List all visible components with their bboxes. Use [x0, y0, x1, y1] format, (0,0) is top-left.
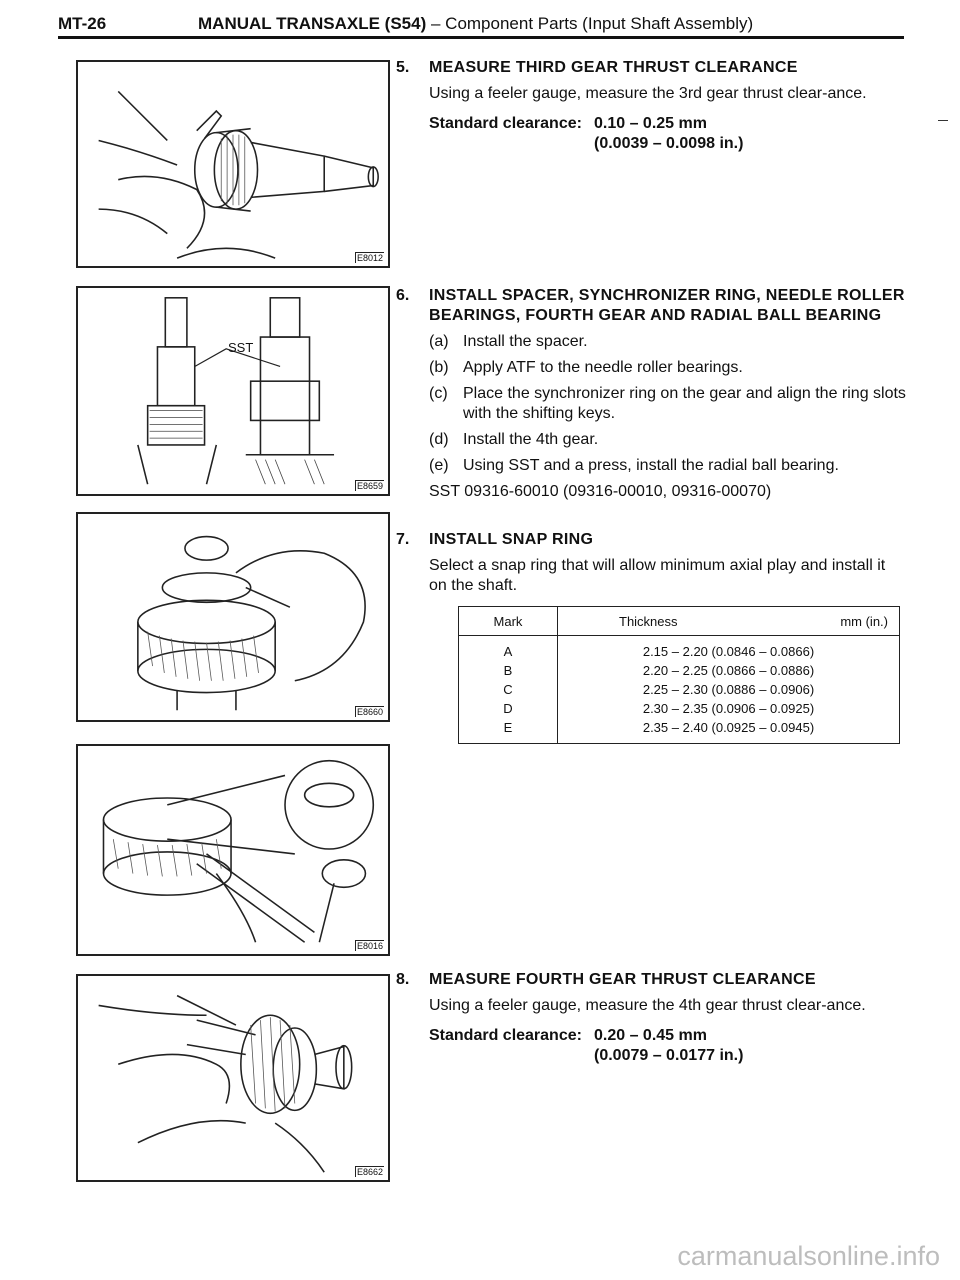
sub-step-e [429, 456, 906, 476]
sub-key: (b) [429, 359, 449, 376]
figure-code: E8012 [356, 253, 383, 263]
figure-snap-ring-install [76, 744, 390, 956]
illustration-press [78, 288, 388, 494]
sst-callout: SST [228, 340, 254, 355]
standard-clearance [429, 114, 906, 154]
step-number: 5. [396, 59, 410, 76]
thickness-value: 2.20 – 2.25 (0.0866 – 0.0886) [642, 663, 815, 678]
figure-feeler-gauge-4th-gear [76, 974, 390, 1182]
illustration-feeler-gauge [78, 62, 388, 266]
figure-code: E8660 [356, 707, 383, 717]
margin-mark [938, 120, 948, 121]
illustration-feeler-gauge-4th [78, 976, 388, 1180]
sub-step-c [429, 384, 906, 424]
col-thickness-header [558, 607, 900, 636]
step-heading: MEASURE THIRD GEAR THRUST CLEARANCE [429, 59, 798, 76]
step-number: 6. [396, 287, 410, 304]
sub-key: (e) [429, 457, 449, 474]
thickness-value: 2.30 – 2.35 (0.0906 – 0.0925) [642, 701, 815, 716]
sst-part-numbers: SST 09316-60010 (09316-00010, 09316-00070) [429, 483, 772, 500]
mark-value: E [503, 720, 513, 735]
sub-step-b [429, 358, 906, 378]
sub-step-a [429, 332, 906, 352]
spec-values [594, 1026, 743, 1066]
figure-press-sst [76, 286, 390, 496]
mark-value: D [503, 701, 513, 716]
title-section: MANUAL TRANSAXLE (S54) [198, 14, 427, 33]
spec-label: Standard clearance: [429, 1027, 582, 1044]
page-code: MT-26 [58, 14, 107, 33]
thickness-cells [558, 636, 900, 744]
page-header [58, 10, 904, 39]
sub-key: (c) [429, 385, 448, 402]
mark-value: C [503, 682, 513, 697]
col-mark-header: Mark [459, 607, 558, 636]
step-6 [396, 286, 906, 502]
unit-label: mm (in.) [840, 613, 888, 629]
step-5 [396, 58, 906, 154]
figure-code: E8016 [356, 941, 383, 951]
mark-value: A [503, 644, 513, 659]
snap-ring-table [458, 606, 900, 744]
table-body-row [459, 636, 900, 744]
sub-text: Apply ATF to the needle roller bearings. [463, 359, 743, 376]
figure-code: E8662 [356, 1167, 383, 1177]
sub-step-d [429, 430, 906, 450]
mark-value: B [503, 663, 513, 678]
sub-key: (a) [429, 333, 449, 350]
spec-values [594, 114, 743, 154]
step-body: Using a feeler gauge, measure the 3rd gear thrust clear-ance. [429, 85, 867, 102]
thickness-value: 2.15 – 2.20 (0.0846 – 0.0866) [642, 644, 815, 659]
figure-code: E8659 [356, 481, 383, 491]
step-heading: INSTALL SNAP RING [429, 531, 594, 548]
spec-mm: 0.10 – 0.25 mm [594, 115, 707, 132]
sub-key: (d) [429, 431, 449, 448]
thickness-header-group [559, 614, 898, 629]
step-8 [396, 970, 906, 1066]
step-number: 8. [396, 971, 410, 988]
spec-in: (0.0039 – 0.0098 in.) [594, 135, 744, 152]
spec-in: (0.0079 – 0.0177 in.) [594, 1047, 744, 1064]
watermark: carmanualsonline.info [677, 1241, 940, 1271]
thickness-value: 2.35 – 2.40 (0.0925 – 0.0945) [642, 720, 815, 735]
step-7 [396, 530, 906, 596]
spec-mm: 0.20 – 0.45 mm [594, 1027, 707, 1044]
title-subsection: – Component Parts (Input Shaft Assembly) [426, 14, 754, 33]
illustration-hammer [78, 746, 388, 954]
step-number: 7. [396, 531, 410, 548]
thickness-label: Thickness [619, 613, 678, 629]
sub-text: Install the spacer. [463, 333, 588, 350]
page-title [198, 14, 753, 34]
mark-cells [459, 636, 558, 744]
spec-label: Standard clearance: [429, 115, 582, 132]
illustration-synchronizer [78, 514, 388, 720]
sub-text: Using SST and a press, install the radial ball bearing. [463, 457, 839, 474]
sub-text: Place the synchronizer ring on the gear and align the ring slots with the shifting keys. [463, 385, 906, 422]
table-header-row [459, 607, 900, 636]
sub-text: Install the 4th gear. [463, 431, 599, 448]
step-body: Select a snap ring that will allow minimum axial play and install it on the shaft. [429, 557, 886, 594]
step-heading: MEASURE FOURTH GEAR THRUST CLEARANCE [429, 971, 816, 988]
figure-synchronizer-ring [76, 512, 390, 722]
standard-clearance [429, 1026, 906, 1066]
step-heading: INSTALL SPACER, SYNCHRONIZER RING, NEEDLE ROLLER BEARINGS, FOURTH GEAR AND RADIAL BALL BEARING [429, 287, 905, 324]
figure-feeler-gauge-3rd-gear [76, 60, 390, 268]
step-body: Using a feeler gauge, measure the 4th gear thrust clear-ance. [429, 997, 866, 1014]
thickness-value: 2.25 – 2.30 (0.0886 – 0.0906) [642, 682, 815, 697]
